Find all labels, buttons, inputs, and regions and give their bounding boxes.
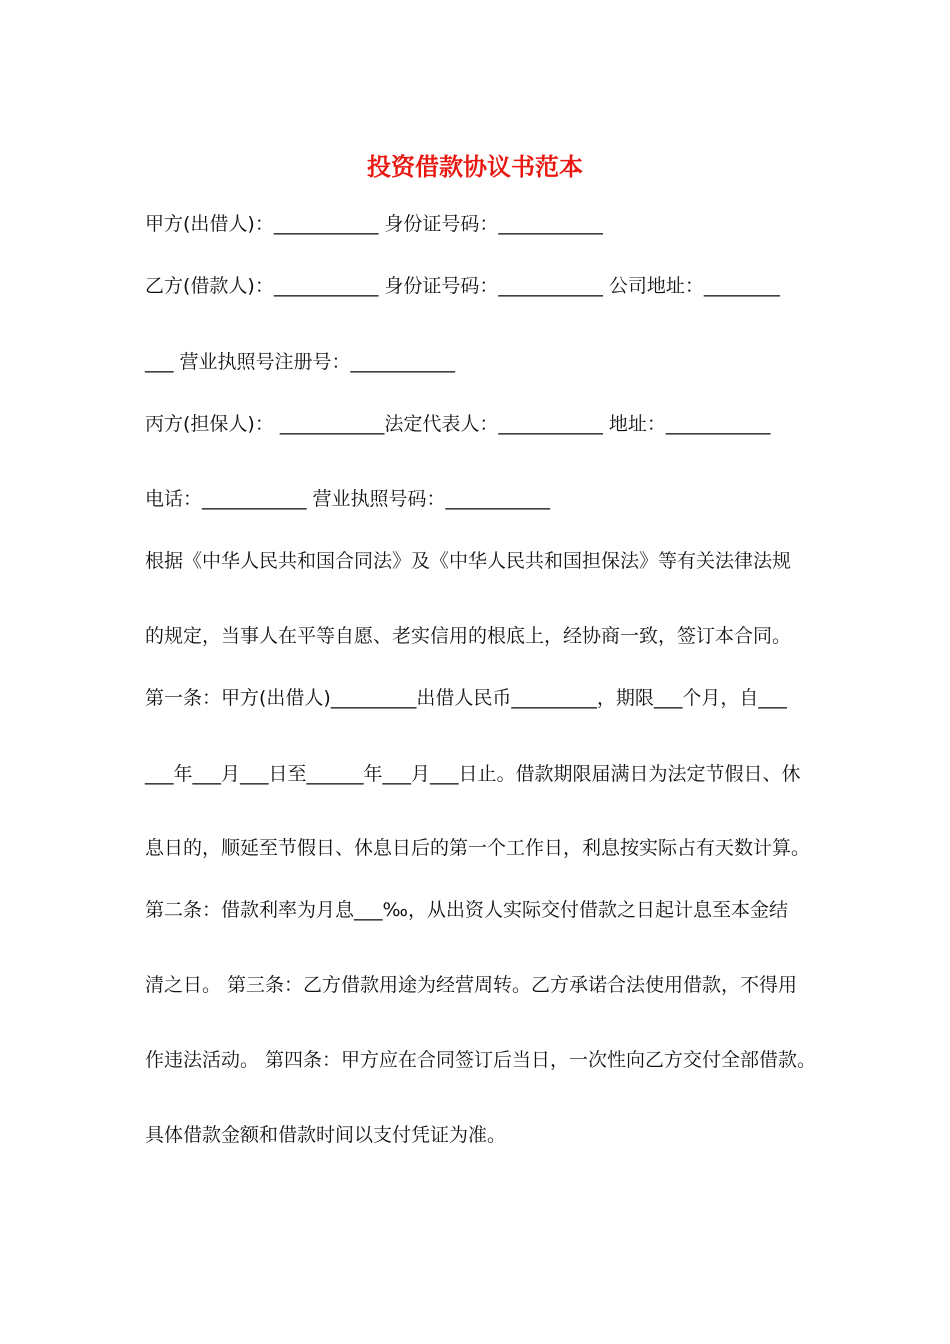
party-b-license-line: ___ 营业执照号注册号：___________ <box>145 351 456 373</box>
article-3-4-line: 作违法活动。 第四条：甲方应在合同签订后当日，一次性向乙方交付全部借款。 <box>145 1049 817 1071</box>
article-1-line-1: 第一条：甲方(出借人)_________出借人民币_________，期限___个月，自___ <box>145 687 787 709</box>
party-b-line: 乙方(借款人)：___________ 身份证号码：___________ 公司地址：________ <box>145 275 780 297</box>
preamble-line-1: 根据《中华人民共和国合同法》及《中华人民共和国担保法》等有关法律法规 <box>145 550 792 572</box>
party-a-line: 甲方(出借人)：___________ 身份证号码：___________ <box>145 213 603 235</box>
article-1-line-2: ___年___月___日至______年___月___日止。借款期限届满日为法定节假日、休 <box>145 763 801 785</box>
article-4-line-2: 具体借款金额和借款时间以支付凭证为准。 <box>145 1124 507 1146</box>
party-c-phone-line: 电话：___________ 营业执照号码：___________ <box>145 488 551 510</box>
document-title: 投资借款协议书范本 <box>367 152 583 181</box>
article-2-3-line: 清之日。 第三条：乙方借款用途为经营周转。乙方承诺合法使用借款，不得用 <box>145 974 798 996</box>
party-c-line: 丙方(担保人)： ___________法定代表人：___________ 地址：___________ <box>145 413 771 435</box>
article-2-line-1: 第二条：借款利率为月息___‰，从出资人实际交付借款之日起计息至本金结 <box>145 899 788 921</box>
preamble-line-2: 的规定，当事人在平等自愿、老实信用的根底上，经协商一致，签订本合同。 <box>145 625 792 647</box>
article-1-line-3: 息日的，顺延至节假日、休息日后的第一个工作日，利息按实际占有天数计算。 <box>145 837 811 859</box>
